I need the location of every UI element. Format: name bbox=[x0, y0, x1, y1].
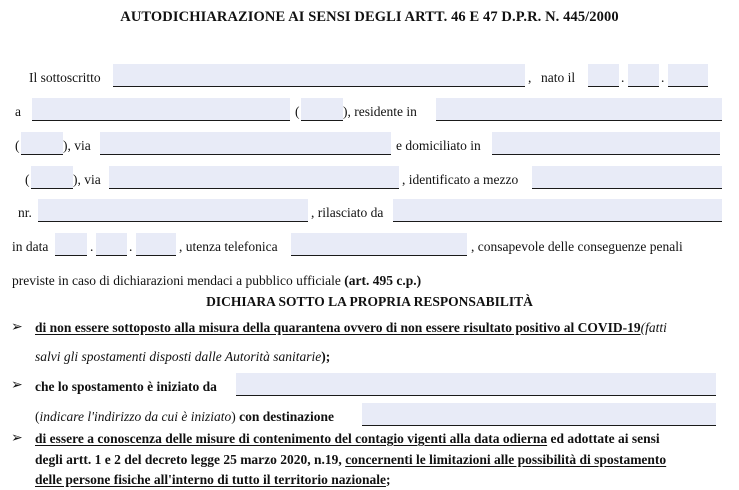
issue-month-field[interactable] bbox=[96, 233, 127, 256]
birth-province-field[interactable] bbox=[301, 98, 343, 121]
bullet2-note-open: ( bbox=[35, 409, 40, 424]
previste-text: previste in caso di dichiarazioni mendaci a pubblico ufficiale bbox=[12, 273, 341, 288]
bullet2-note bbox=[35, 409, 334, 425]
issued-by-field[interactable] bbox=[393, 199, 722, 222]
bullet1-italic-text: salvi gli spostamenti disposti dalle Autorità sanitarie bbox=[35, 349, 322, 364]
label-rilasciato: , rilasciato da bbox=[311, 205, 384, 220]
bullet3-line3 bbox=[35, 472, 390, 488]
bullet1-end: ); bbox=[321, 349, 331, 364]
section-heading: DICHIARA SOTTO LA PROPRIA RESPONSABILITÀ bbox=[206, 294, 533, 309]
birthplace-field[interactable] bbox=[32, 98, 290, 121]
label-domiciliato: e domiciliato in bbox=[396, 138, 481, 153]
bullet3-decree: degli artt. 1 e 2 del decreto legge 25 marzo 2020, n.19, bbox=[35, 452, 342, 467]
id-number-field[interactable] bbox=[38, 199, 308, 222]
date-dot: . bbox=[661, 70, 665, 85]
label-identificato: , identificato a mezzo bbox=[402, 172, 519, 187]
label-sottoscritto: Il sottoscritto bbox=[29, 70, 101, 85]
bullet3-line1 bbox=[35, 431, 660, 447]
domicile-street-field[interactable] bbox=[109, 166, 399, 189]
bullet3-rest-1: ed adottate ai sensi bbox=[550, 431, 660, 446]
date-dot: . bbox=[129, 239, 133, 254]
label-nato-il: nato il bbox=[541, 70, 576, 85]
bullet1-line1 bbox=[35, 320, 667, 336]
label-consapevole: , consapevole delle conseguenze penali bbox=[471, 239, 683, 254]
arrow-bullet-icon: ➢ bbox=[11, 378, 23, 393]
residence-province-field[interactable] bbox=[21, 132, 63, 155]
bullet2-destination-label: con destinazione bbox=[239, 409, 335, 424]
label-residente: ), residente in bbox=[343, 104, 417, 119]
bullet3-end: ; bbox=[385, 472, 391, 487]
open-paren: ( bbox=[15, 138, 20, 153]
statement-text bbox=[12, 273, 421, 289]
open-paren: ( bbox=[295, 104, 300, 119]
arrow-bullet-icon: ➢ bbox=[11, 431, 23, 446]
domicile-province-field[interactable] bbox=[31, 166, 73, 189]
phone-field[interactable] bbox=[291, 233, 467, 256]
residence-street-field[interactable] bbox=[100, 132, 391, 155]
label-a: a bbox=[15, 104, 21, 119]
birth-month-field[interactable] bbox=[628, 64, 659, 87]
issue-day-field[interactable] bbox=[55, 233, 87, 256]
departure-address-field[interactable] bbox=[236, 373, 716, 396]
label-via: ), via bbox=[63, 138, 91, 153]
sottoscritto-field[interactable] bbox=[113, 64, 525, 87]
bullet2-note-italic: indicare l'indirizzo da cui è iniziato bbox=[39, 409, 232, 424]
comma: , bbox=[528, 70, 532, 85]
label-in-data: in data bbox=[12, 239, 49, 254]
bullet3-underlined-2: concernenti le limitazioni alle possibilità di spostamento bbox=[345, 452, 667, 467]
id-document-field[interactable] bbox=[532, 166, 722, 189]
arrow-bullet-icon: ➢ bbox=[11, 320, 23, 335]
bullet3-underlined-3: delle persone fisiche all'interno di tutto il territorio nazionale bbox=[35, 472, 386, 487]
bullet2-label: che lo spostamento è iniziato da bbox=[35, 379, 217, 394]
birth-year-field[interactable] bbox=[668, 64, 708, 87]
art-reference: (art. 495 c.p.) bbox=[344, 273, 422, 288]
birth-day-field[interactable] bbox=[588, 64, 619, 87]
domicile-city-field[interactable] bbox=[492, 132, 720, 155]
date-dot: . bbox=[90, 239, 94, 254]
bullet1-bold-text: di non essere sottoposto alla misura della quarantena ovvero di non essere risultato positivo al COVID-19 bbox=[35, 320, 641, 335]
destination-field[interactable] bbox=[362, 403, 716, 426]
label-utenza: , utenza telefonica bbox=[179, 239, 278, 254]
residence-city-field[interactable] bbox=[436, 98, 722, 121]
bullet3-underlined-1: di essere a conoscenza delle misure di contenimento del contagio vigenti alla data odierna bbox=[35, 431, 548, 446]
bullet1-line2 bbox=[35, 349, 330, 365]
label-nr: nr. bbox=[18, 205, 32, 220]
document-title: AUTODICHIARAZIONE AI SENSI DEGLI ARTT. 46 E 47 D.P.R. N. 445/2000 bbox=[120, 9, 619, 25]
open-paren: ( bbox=[25, 172, 30, 187]
label-via: ), via bbox=[73, 172, 101, 187]
bullet3-line2 bbox=[35, 452, 666, 468]
issue-year-field[interactable] bbox=[136, 233, 176, 256]
bullet2-note-close: ) bbox=[231, 409, 236, 424]
bullet1-italic-start: (fatti bbox=[640, 320, 667, 335]
date-dot: . bbox=[621, 70, 625, 85]
